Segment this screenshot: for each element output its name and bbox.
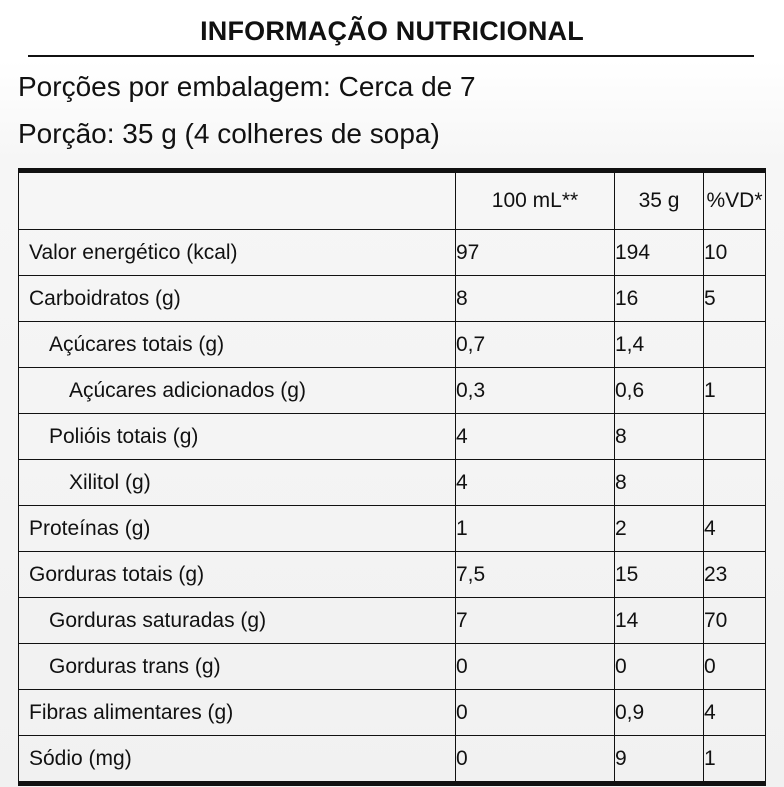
nutrient-name: Açúcares totais (g) xyxy=(19,322,456,368)
table-row xyxy=(19,368,766,414)
servings-per-package: Porções por embalagem: Cerca de 7 xyxy=(18,71,476,102)
header-per-100: 100 mL** xyxy=(456,171,615,230)
table-row xyxy=(19,552,766,598)
value-per-100: 4 xyxy=(456,414,615,460)
value-daily-value xyxy=(704,414,766,460)
serving-size: Porção: 35 g (4 colheres de sopa) xyxy=(18,118,440,149)
value-per-portion: 9 xyxy=(615,736,704,784)
table-row xyxy=(19,644,766,690)
value-daily-value: 1 xyxy=(704,368,766,414)
table-row xyxy=(19,230,766,276)
nutrient-name: Gorduras totais (g) xyxy=(19,552,456,598)
value-daily-value xyxy=(704,322,766,368)
nutrition-title: INFORMAÇÃO NUTRICIONAL xyxy=(200,16,584,46)
nutrient-name: Valor energético (kcal) xyxy=(19,230,456,276)
value-per-portion: 2 xyxy=(615,506,704,552)
nutrient-name: Gorduras saturadas (g) xyxy=(19,598,456,644)
value-per-100: 0,7 xyxy=(456,322,615,368)
nutrient-name: Carboidratos (g) xyxy=(19,276,456,322)
value-per-100: 0,3 xyxy=(456,368,615,414)
value-per-100: 7 xyxy=(456,598,615,644)
value-daily-value: 4 xyxy=(704,690,766,736)
value-per-100: 97 xyxy=(456,230,615,276)
nutrient-name: Xilitol (g) xyxy=(19,460,456,506)
nutrient-name: Gorduras trans (g) xyxy=(19,644,456,690)
value-per-portion: 1,4 xyxy=(615,322,704,368)
value-per-portion: 0 xyxy=(615,644,704,690)
value-per-100: 0 xyxy=(456,644,615,690)
value-daily-value: 10 xyxy=(704,230,766,276)
nutrient-name: Polióis totais (g) xyxy=(19,414,456,460)
value-per-portion: 0,9 xyxy=(615,690,704,736)
value-per-100: 4 xyxy=(456,460,615,506)
value-per-portion: 0,6 xyxy=(615,368,704,414)
value-per-100: 7,5 xyxy=(456,552,615,598)
title-divider xyxy=(28,55,754,57)
value-per-portion: 8 xyxy=(615,460,704,506)
nutrient-name: Fibras alimentares (g) xyxy=(19,690,456,736)
table-row xyxy=(19,460,766,506)
value-daily-value: 5 xyxy=(704,276,766,322)
value-per-100: 8 xyxy=(456,276,615,322)
table-row xyxy=(19,414,766,460)
value-per-portion: 15 xyxy=(615,552,704,598)
value-per-portion: 14 xyxy=(615,598,704,644)
nutrient-name: Proteínas (g) xyxy=(19,506,456,552)
nutrient-name: Sódio (mg) xyxy=(19,736,456,784)
value-per-100: 0 xyxy=(456,690,615,736)
value-daily-value: 4 xyxy=(704,506,766,552)
value-per-100: 0 xyxy=(456,736,615,784)
table-row xyxy=(19,736,766,784)
value-per-portion: 16 xyxy=(615,276,704,322)
value-daily-value: 70 xyxy=(704,598,766,644)
value-per-portion: 194 xyxy=(615,230,704,276)
table-row xyxy=(19,322,766,368)
header-blank-cell xyxy=(19,171,456,230)
nutrient-name: Açúcares adicionados (g) xyxy=(19,368,456,414)
value-daily-value: 1 xyxy=(704,736,766,784)
value-daily-value: 0 xyxy=(704,644,766,690)
table-row xyxy=(19,598,766,644)
header-daily-value: %VD* xyxy=(704,171,766,230)
value-daily-value xyxy=(704,460,766,506)
value-per-100: 1 xyxy=(456,506,615,552)
table-row xyxy=(19,276,766,322)
nutrition-table xyxy=(18,168,766,786)
header-per-portion: 35 g xyxy=(615,171,704,230)
value-per-portion: 8 xyxy=(615,414,704,460)
table-row xyxy=(19,506,766,552)
table-row xyxy=(19,690,766,736)
value-daily-value: 23 xyxy=(704,552,766,598)
table-header-row xyxy=(19,171,766,230)
